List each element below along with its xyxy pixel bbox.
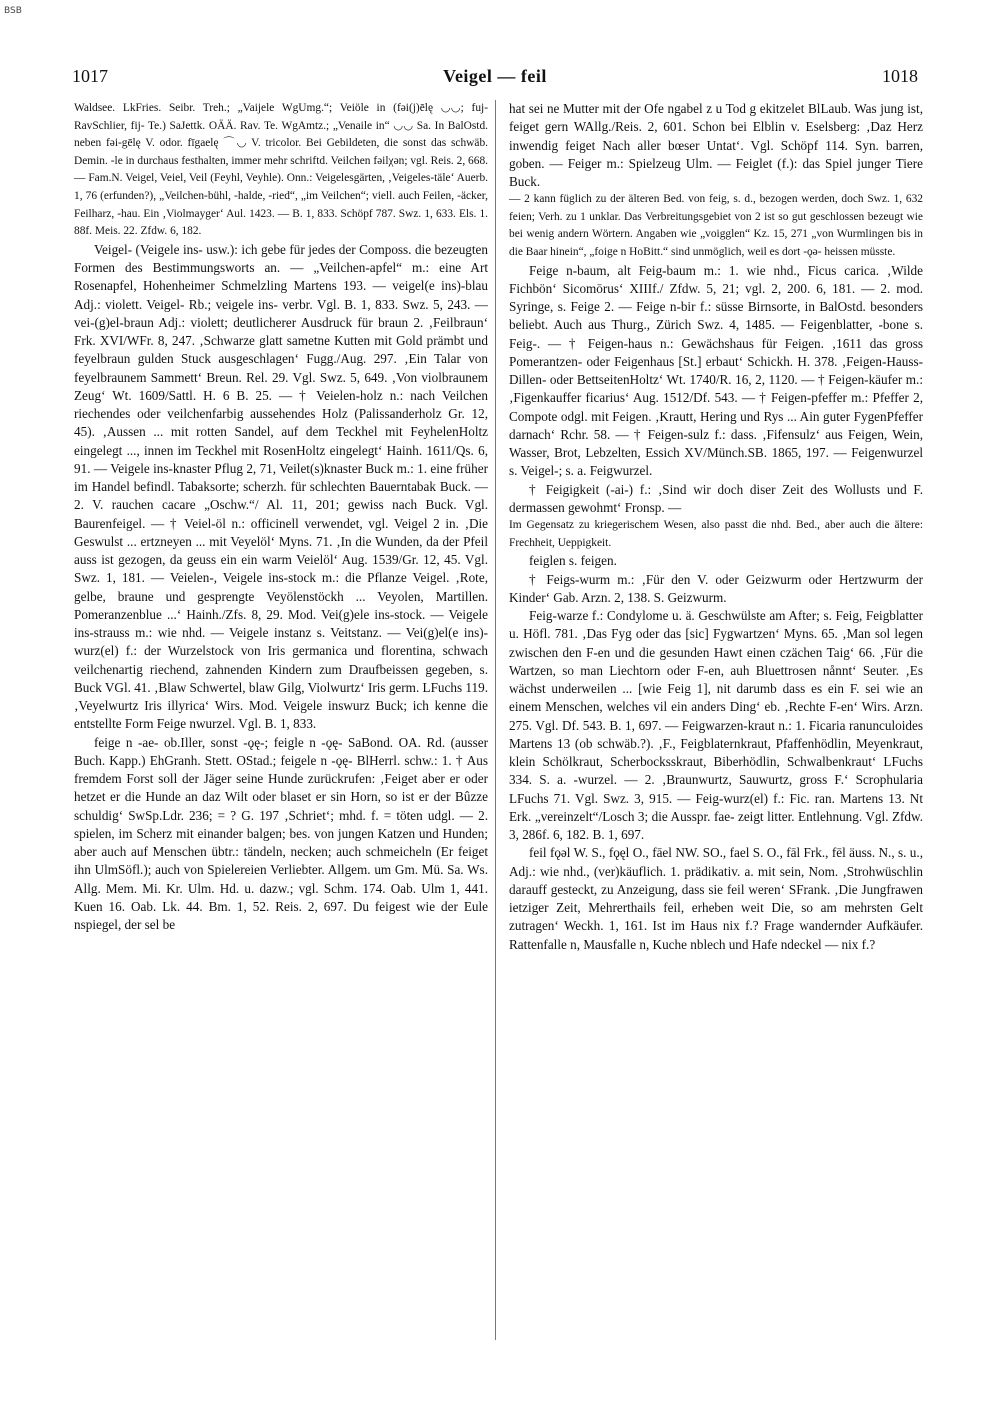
page-number-right: 1018 (882, 66, 918, 86)
page-header (72, 66, 918, 92)
page-number-left: 1017 (72, 66, 108, 86)
entry-feiglen: feiglen s. feigen. (529, 553, 617, 569)
entry-feigenbaum: Feige n-baum, alt Feig-baum m.: 1. wie nhd., Ficus carica. ‚Wilde Fichbön‘ Sicomōrus‘ XIIIf./ Zfdw. 5, 21; vgl. 2, 200. 6, 181. — 2. mod. Syringe, s. Feige 2. — Feige n-bir f.: süsse Birnsorte, in BalOstd. besonders beliebt. Auch aus Thurg., Zürich Swz. 4, 1485. — Feigenblatter, -bone s. Feig-. — † Feigen-haus n.: Gewächshaus für Feigen. ‚1611 das gross Pomerantzen- oder Feigenhaus [St.] erbaut‘ Schickh. H. 378. ‚Feigen-Hauss-Dillen- oder BettseitenHoltz‘ Wt. 1740/R. 16, 2, 1120. — † Feigen-käufer m.: ‚Figenkauffer ficarius‘ Aug. 1512/Df. 543. — † Feigen-pfeffer m.: Pfeffer 2, Compote odgl. mit Feigen. ‚Krautt, Hering und Rys ... Ain guter FygenPfeffer darnach‘ Rchr. 58. — † Feigen-sulz f.: dass. ‚Fifensulz‘ aus Feigen, Wein, Wasser, Brot, Lebzelten, Essich XV/Münch.SB. 1865, 197. — Feigenwurzel s. Veigel-; s. a. Feigwurzel. (509, 262, 923, 479)
note-feigigkeit: Im Gegensatz zu kriegerischem Wesen, also passt die nhd. Bed., aber auch die ältere: Frechheit, Ueppigkeit. (509, 519, 923, 549)
note-feigen: — 2 kann füglich zu der älteren Bed. von feig, s. d., bezogen werden, doch Swz. 1, 632 feien; Verh. zu 1 unklar. Das Verbreitungsgebiet von 2 ist so gut geschlossen bezeugt wie bei wenig andern Wörtern. Angaben wie „voigglen“ Kz. 15, 271 „von Wurmlingen bis in die Baar hinein“, „foige n HoBitt.“ sind unmöglich, weil es dort -ǫə- heissen müsste. (509, 193, 923, 259)
paragraph-feigen-continued: hat sei ne Mutter mit der Ofe ngabel z u Tod g ekitzelet BlLaub. Was jung ist, feiget gern WAllg./Reis. 2, 601. Schon bei Elblin v. Eselsberg: ‚Daz Herz inwendig feiget Nach aller bœser Untat‘. Vgl. Schöpf 114. Syn. barren, goben. — Feiger m.: Spielzeug Ulm. — Feiglet (f.): das Spiel junger Tiere Buck. (509, 101, 923, 189)
paragraph-veigel-forms: Waldsee. LkFries. Seibr. Treh.; „Vaijele WgUmg.“; Veiöle in (fəi(j)ēlę ◡◡; fuj- RavSchlier, fij- Te.) SaJettk. OÄÄ. Rav. Te. WgAmtz.; „Venaile in“ ◡◡ Sa. In BalOstd. neben fəi-gēlę V. odor. fīgaelę ⌒◡ V. tricolor. Bei Gebildeten, die sonst das schwäb. Demin. -le in durchaus festhalten, immer mehr schriftd. Veilchen fəilχən; vgl. Reis. 2, 668. — Fam.N. Veigel, Veiel, Veil (Feyhl, Veyhle). Onn.: Veigelesgärten, ‚Veigeles-täle‘ Auerb. 1, 76 (erfunden?), „Veilchen-bühl, -halde, -ried“, „im Veilchen“; viell. auch Feilen, -äcker, Feilharz, -hau. Ein ‚Violmayger‘ Aul. 1423. — B. 1, 833. Schöpf 787. Swz. 1, 633. Els. 1. 88f. Meis. 22. Zfdw. 6, 182. (74, 102, 488, 238)
entry-feigswurm: † Feigs-wurm m.: ‚Für den V. oder Geizwurm oder Hertzwurm der Kinder‘ Gab. Arzn. 2, 138. S. Geizwurm. (509, 571, 923, 605)
right-column (509, 100, 923, 954)
entry-feigigkeit: † Feigigkeit (-ai-) f.: ‚Sind wir doch diser Zeit des Wollusts und F. dermassen gewohmt‘ Fronsp. — (509, 481, 923, 515)
library-stamp: BSB (4, 6, 22, 16)
running-title: Veigel — feil (443, 66, 547, 86)
entry-feil: feil fǫəl W. S., fǫęl O., fāel NW. SO., fael S. O., fāl Frk., fēl äuss. N., s. u., Adj.: wie nhd., (ver)käuflich. 1. prädikativ. a. mit sein, Nom. ‚Strohwüschlin darauff gesteckt, zu Anzeigung, dass sie feil weren‘ SFrank. ‚Die Jungfrawen ietziger Zeit, Mehrerthails feil, erheben weit Die, so am mehrsten Gelt zutragen‘ Weckh. 1, 161. Ist im Haus nix f.? Frage wandernder Aufkäufer. Rattenfalle n, Mausfalle n, Kuche nblech und Hafe ndeckel — nix f.? (509, 845, 923, 952)
entry-feigwarze: Feig-warze f.: Condylome u. ä. Geschwülste am After; s. Feig, Feigblatter u. Höfl. 781. ‚Das Fyg oder das [sic] Fygwartzen‘ Myns. 65. ‚Man sol legen zwischen den F-en und die gesunden Hawt einen czächen Taig‘ 66. ‚Für die Wartzen, so man Liechtorn oder F-en, auh Bluettrosen nånnt‘ Seuter. ‚Es wächst underweilen ... [wie Feig 1], nit darumb dass es ein F. sei wie an einem Menschen, welches vil ein anders Ding‘ eb. ‚Rechte F-en‘ Wirs. Arzn. 275. Vgl. Df. 543. B. 1, 697. — Feigwarzen-kraut n.: 1. Ficaria ranunculoides Martens 13 (ob schwäb.?). ‚F., Feigblaternkraut, Pfaffenhödlin, Meyenkraut, klein Schölkraut, Scherbocksskraut, Biberhödlin, Schwalbenkraut‘ LFuchs 334. S. a. -wurzel. — 2. ‚Braunwurtz, Sauwurtz, gross F.‘ Scrophularia LFuchs 71. Vgl. Swz. 3, 915. — Feig-wurz(el) f.: Fic. ran. Martens 13. Nt Erk. „vereinzelt“/Losch 3; die Ausspr. fae- zeigt litter. Entlehnung. Vgl. Zfdw. 3, 286f. 6, 182. B. 1, 697. (509, 608, 923, 843)
column-divider (495, 100, 496, 1340)
entry-feigen: feige n -ae- ob.Iller, sonst -ǫę-; feigle n -ǫę- SaBond. OA. Rd. (ausser Buch. Kapp.) EhGranh. Stett. OStad.; feigele n -ǫę- BlHerrl. schw.: 1. † Aus fremdem Forst soll der Jäger seine Hunde zurückrufen: ‚Feiget aber er oder hetzet er die Hunde an daz Wilt oder blaset er sin Horn, so ist er der Bûzze schuldig‘ SwSp.Ldr. 236; = ? G. 197 ‚Schriet‘; mhd. f. = töten udgl. — 2. spielen, im Scherz mit einander balgen; bes. von jungen Katzen und Hunden; aber auch auf Menschen übtr.: tändeln, necken; auch schmeicheln (Er feiget ihn UlmSöfl.); auch von Spielereien Verliebter. Allgem. um Gm. Mü. Sa. Ws. Allg. Mem. Mi. Kr. Ulm. Hd. u. dazw.; vgl. Schm. 174. Oab. Ulm 1, 441. Kuen 16. Oab. Lk. 44. Bm. 1, 52. Reis. 2, 697. Du feigest wie der Eule nspiegel, der sel be (74, 734, 488, 932)
left-column (74, 100, 488, 934)
entry-veigel-compounds: Veigel- (Veigele ins- usw.): ich gebe für jedes der Composs. die bezeugten Formen des Bestimmungsworts an. — „Veilchen-apfel“ m.: eine Art Rosenapfel, Hohenheimer Schmelzling Martens 193. — veigel(e ins)-blau Adj.: violett. Veigel- Rb.; veigele ins- verbr. Vgl. B. 1, 833. Swz. 5, 243. — vei-(g)el-braun Adj.: violett; deutlicherer Ausdruck für braun 2. ‚Feilbraun‘ Frk. XVI/WFr. 8, 247. ‚Schwarze glatt sametne Kutten mit Gold prämbt und feyelbraun gulden Stuck ausgeschlagen‘ Fugg./Aug. 297. ‚Ein Talar von feyelbraunem Sammett‘ Breun. Rel. 29. Vgl. Swz. 5, 649. ‚Von violbraunem Zeug‘ Wt. 1609/Sattl. H. 6 B. 25. — † Veielen-holz n.: nach Veilchen riechendes oder veilchenfarbig aussehendes Holz (Palissanderholz Gr. 12, 45). ‚Aussen ... mit rotten Sandel, auf dem Teckhel mit FeyhelenHoltz eingelegt ..., innen im Teckhel mit RosenHoltz eingelegt‘ Hainh. 1611/Qs. 6, 91. — Veigele ins-knaster Pflug 2, 71, Veilet(s)knaster Buck m.: 1. eine früher im Handel befindl. Tabaksorte; scherzh. für schlechten Bauerntabak Buck. — 2. V. rauchen cacare „Oschw.“/ Al. 11, 201; gewiss nach Buck. Vgl. Baurenfeigel. — † Veiel-öl n.: officinell verwendet, vgl. Veigel 2 in. ‚Die Geswulst ... ertzneyen ... mit Veyelöl‘ Myns. 71. ‚In die Wunden, da der Pfeil auss ist gezogen, da geuss ein ein warm Veielöl‘ Aug. 1539/Gr. 12, 45. Vgl. Swz. 1, 181. — Veielen-, Veigele ins-stock m.: die Pflanze Veigel. ‚Rote, gelbe, braune und gesprengte Veyölenstöckh ... Veyolen, Martillen. Pomeranzenblue ...‘ Hainh./Zfs. 8, 29. Mod. Vei(g)ele ins-stock. — Veigele ins-strauss m.: wie nhd. — Veigele instanz s. Veitstanz. — Vei(g)el(e ins)-wurz(el) f.: der Wurzelstock von Iris germanica und florentina, schwach veilchenartig riechend, zahnenden Kindern zum Draufbeissen gegeben, s. Buck VGl. 41. ‚Blaw Schwertel, blaw Gilg, Violwurtz‘ Iris germ. LFuchs 119. ‚Veyelwurtz Iris illyrica‘ Wirs. Mod. Veigele inswurz Buck; ich kenne die entstellte Form Feige nwurzel. Vgl. B. 1, 833. (74, 241, 488, 732)
